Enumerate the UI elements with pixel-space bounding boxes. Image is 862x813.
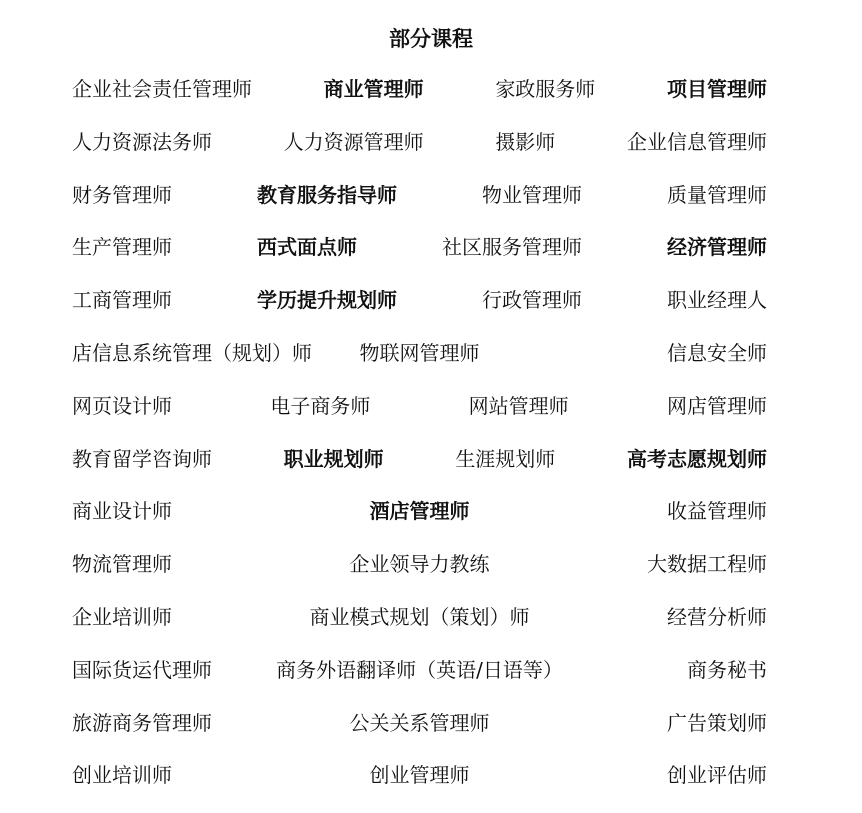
- course-item: 商务秘书: [687, 657, 767, 682]
- course-item: 行政管理师: [482, 288, 582, 313]
- course-item: 国际货运代理师: [72, 657, 212, 682]
- course-item: 企业培训师: [72, 604, 172, 629]
- course-item: 企业信息管理师: [626, 129, 767, 154]
- course-item: 酒店管理师: [369, 499, 470, 524]
- course-item: 生产管理师: [72, 235, 172, 260]
- page-title: 部分课程: [389, 27, 473, 51]
- course-row: [72, 74, 767, 127]
- course-item: 财务管理师: [72, 182, 172, 207]
- course-item: 商业管理师: [323, 77, 424, 101]
- course-item: 大数据工程师: [647, 552, 767, 577]
- course-row: [72, 655, 767, 708]
- course-item: 职业规划师: [283, 446, 384, 471]
- course-row: [72, 444, 767, 497]
- course-item: 商业模式规划（策划）师: [309, 604, 530, 629]
- course-item: 网店管理师: [666, 393, 767, 418]
- course-item: 家政服务师: [495, 77, 596, 101]
- course-row: [72, 496, 767, 549]
- course-item: 物联网管理师: [359, 340, 480, 365]
- course-item: 电子商务师: [270, 393, 371, 418]
- course-item: 商务外语翻译师（英语/日语等）: [276, 657, 563, 682]
- course-item: 旅游商务管理师: [72, 710, 212, 735]
- course-item: 人力资源管理师: [283, 129, 424, 154]
- course-item: 经营分析师: [667, 604, 767, 629]
- course-item: 商业设计师: [72, 499, 172, 524]
- course-row: [72, 180, 767, 233]
- course-item: 网页设计师: [72, 393, 172, 418]
- course-item: 创业管理师: [369, 763, 470, 788]
- course-item: 信息安全师: [667, 340, 767, 365]
- course-item: 创业评估师: [667, 763, 767, 788]
- course-item: 社区服务管理师: [442, 235, 582, 260]
- course-item: 店信息系统管理（规划）师: [72, 340, 312, 365]
- course-item: 经济管理师: [667, 235, 767, 260]
- course-item: 物业管理师: [482, 182, 582, 207]
- course-item: 质量管理师: [667, 182, 767, 207]
- course-item: 西式面点师: [257, 235, 357, 260]
- course-row: [72, 391, 767, 444]
- course-item: 企业领导力教练: [349, 552, 490, 577]
- course-row: [72, 127, 767, 180]
- course-item: 职业经理人: [667, 288, 767, 313]
- course-item: 工商管理师: [72, 288, 172, 313]
- course-row: [72, 708, 767, 761]
- course-row: [72, 338, 767, 391]
- course-item: 收益管理师: [667, 499, 767, 524]
- course-item: 人力资源法务师: [72, 129, 212, 154]
- course-item: 教育留学咨询师: [72, 446, 212, 471]
- course-row: [72, 549, 767, 602]
- course-item: 公关关系管理师: [349, 710, 490, 735]
- course-row: [72, 760, 767, 813]
- course-row: [72, 602, 767, 655]
- course-item: 企业社会责任管理师: [72, 77, 252, 101]
- course-row: [72, 285, 767, 338]
- course-item: 教育服务指导师: [257, 182, 397, 207]
- course-list: [72, 74, 767, 813]
- course-item: 摄影师: [495, 129, 556, 154]
- course-item: 学历提升规划师: [257, 288, 397, 313]
- course-item: 创业培训师: [72, 763, 172, 788]
- course-item: 物流管理师: [72, 552, 172, 577]
- course-item: 广告策划师: [667, 710, 767, 735]
- course-row: [72, 232, 767, 285]
- course-item: 高考志愿规划师: [626, 446, 767, 471]
- course-item: 网站管理师: [468, 393, 569, 418]
- course-item: 生涯规划师: [455, 446, 556, 471]
- course-item: 项目管理师: [666, 77, 767, 101]
